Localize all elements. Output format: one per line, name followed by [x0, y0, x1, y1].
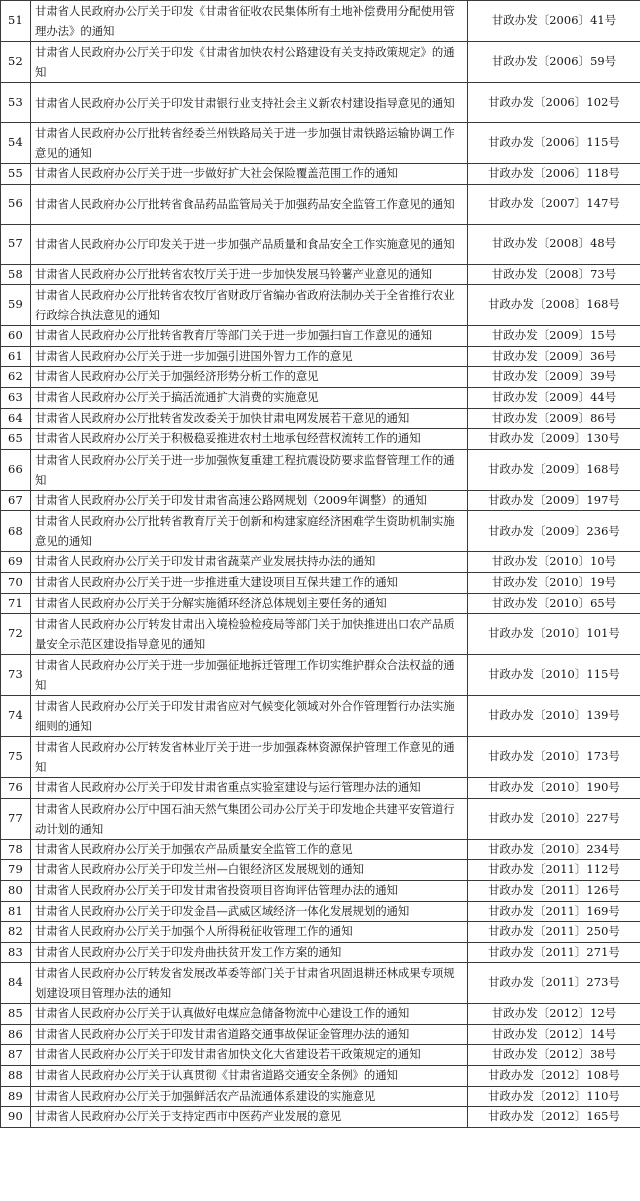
document-number-cell: 甘政办发〔2006〕41号 — [468, 1, 640, 42]
document-number-cell: 甘政办发〔2008〕73号 — [468, 264, 640, 285]
table-row — [1, 942, 640, 963]
document-title-cell: 甘肃省人民政府办公厅关于进一步加强征地拆迁管理工作切实维护群众合法权益的通知 — [31, 655, 468, 696]
table-row — [1, 367, 640, 388]
document-number-cell: 甘政办发〔2006〕59号 — [468, 42, 640, 83]
table-row — [1, 901, 640, 922]
table-row — [1, 614, 640, 655]
row-index-cell: 73 — [1, 655, 31, 696]
document-number-cell: 甘政办发〔2011〕271号 — [468, 942, 640, 963]
document-number-cell: 甘政办发〔2012〕165号 — [468, 1107, 640, 1128]
document-title-cell: 甘肃省人民政府办公厅关于进一步加强引进国外智力工作的意见 — [31, 346, 468, 367]
table-row — [1, 1086, 640, 1107]
table-row — [1, 490, 640, 511]
document-title-cell: 甘肃省人民政府办公厅关于印发甘肃省应对气候变化领域对外合作管理暂行办法实施细则的通知 — [31, 696, 468, 737]
table-row — [1, 572, 640, 593]
row-index-cell: 55 — [1, 164, 31, 185]
document-title-cell: 甘肃省人民政府办公厅关于加强鲜活农产品流通体系建设的实施意见 — [31, 1086, 468, 1107]
document-title-cell: 甘肃省人民政府办公厅关于印发金昌—武威区域经济一体化发展规划的通知 — [31, 901, 468, 922]
document-number-cell: 甘政办发〔2008〕48号 — [468, 224, 640, 264]
table-row — [1, 224, 640, 264]
row-index-cell: 74 — [1, 696, 31, 737]
document-number-cell: 甘政办发〔2012〕12号 — [468, 1004, 640, 1025]
row-index-cell: 66 — [1, 449, 31, 490]
document-title-cell: 甘肃省人民政府办公厅关于印发甘肃省蔬菜产业发展扶持办法的通知 — [31, 552, 468, 573]
document-number-cell: 甘政办发〔2010〕227号 — [468, 798, 640, 839]
document-number-cell: 甘政办发〔2012〕38号 — [468, 1045, 640, 1066]
document-title-cell: 甘肃省人民政府办公厅关于进一步推进重大建设项目互保共建工作的通知 — [31, 572, 468, 593]
document-title-cell: 甘肃省人民政府办公厅中国石油天然气集团公司办公厅关于印发地企共建平安管道行动计划的通知 — [31, 798, 468, 839]
row-index-cell: 82 — [1, 922, 31, 943]
document-number-cell: 甘政办发〔2011〕112号 — [468, 860, 640, 881]
document-title-cell: 甘肃省人民政府办公厅批转省农牧厅关于进一步加快发展马铃薯产业意见的通知 — [31, 264, 468, 285]
document-title-cell: 甘肃省人民政府办公厅关于进一步加强恢复重建工程抗震设防要求监督管理工作的通知 — [31, 449, 468, 490]
document-title-cell: 甘肃省人民政府办公厅关于分解实施循环经济总体规划主要任务的通知 — [31, 593, 468, 614]
document-title-cell: 甘肃省人民政府办公厅关于加强个人所得税征收管理工作的通知 — [31, 922, 468, 943]
document-title-cell: 甘肃省人民政府办公厅关于支持定西市中医药产业发展的意见 — [31, 1107, 468, 1128]
table-row — [1, 1, 640, 42]
table-row — [1, 123, 640, 164]
row-index-cell: 81 — [1, 901, 31, 922]
document-number-cell: 甘政办发〔2011〕126号 — [468, 880, 640, 901]
table-row — [1, 922, 640, 943]
table-row — [1, 326, 640, 347]
document-number-cell: 甘政办发〔2010〕19号 — [468, 572, 640, 593]
row-index-cell: 78 — [1, 839, 31, 860]
table-row — [1, 593, 640, 614]
document-title-cell: 甘肃省人民政府办公厅印发关于进一步加强产品质量和食品安全工作实施意见的通知 — [31, 224, 468, 264]
document-number-cell: 甘政办发〔2009〕197号 — [468, 490, 640, 511]
table-row — [1, 1045, 640, 1066]
row-index-cell: 88 — [1, 1066, 31, 1087]
row-index-cell: 61 — [1, 346, 31, 367]
row-index-cell: 67 — [1, 490, 31, 511]
document-title-cell: 甘肃省人民政府办公厅关于印发兰州—白银经济区发展规划的通知 — [31, 860, 468, 881]
document-number-cell: 甘政办发〔2007〕147号 — [468, 184, 640, 224]
row-index-cell: 84 — [1, 963, 31, 1004]
document-title-cell: 甘肃省人民政府办公厅关于印发甘肃省投资项目咨询评估管理办法的通知 — [31, 880, 468, 901]
table-row — [1, 839, 640, 860]
document-number-cell: 甘政办发〔2006〕102号 — [468, 83, 640, 123]
row-index-cell: 53 — [1, 83, 31, 123]
row-index-cell: 63 — [1, 387, 31, 408]
table-row — [1, 1107, 640, 1128]
document-title-cell: 甘肃省人民政府办公厅关于印发甘肃省高速公路网规划（2009年调整）的通知 — [31, 490, 468, 511]
table-body — [1, 1, 640, 1128]
document-number-cell: 甘政办发〔2012〕110号 — [468, 1086, 640, 1107]
table-row — [1, 778, 640, 799]
table-row — [1, 346, 640, 367]
document-number-cell: 甘政办发〔2006〕118号 — [468, 164, 640, 185]
row-index-cell: 70 — [1, 572, 31, 593]
row-index-cell: 52 — [1, 42, 31, 83]
table-row — [1, 696, 640, 737]
row-index-cell: 86 — [1, 1024, 31, 1045]
document-title-cell: 甘肃省人民政府办公厅关于印发甘肃省重点实验室建设与运行管理办法的通知 — [31, 778, 468, 799]
table-row — [1, 511, 640, 552]
document-number-cell: 甘政办发〔2006〕115号 — [468, 123, 640, 164]
document-number-cell: 甘政办发〔2009〕86号 — [468, 408, 640, 429]
row-index-cell: 90 — [1, 1107, 31, 1128]
document-number-cell: 甘政办发〔2009〕39号 — [468, 367, 640, 388]
document-number-cell: 甘政办发〔2009〕130号 — [468, 429, 640, 450]
document-title-cell: 甘肃省人民政府办公厅转发甘肃出入境检验检疫局等部门关于加快推进出口农产品质量安全示范区建设指导意见的通知 — [31, 614, 468, 655]
document-number-cell: 甘政办发〔2010〕101号 — [468, 614, 640, 655]
document-title-cell: 甘肃省人民政府办公厅关于认真贯彻《甘肃省道路交通安全条例》的通知 — [31, 1066, 468, 1087]
row-index-cell: 89 — [1, 1086, 31, 1107]
document-title-cell: 甘肃省人民政府办公厅关于搞活流通扩大消费的实施意见 — [31, 387, 468, 408]
row-index-cell: 83 — [1, 942, 31, 963]
table-row — [1, 963, 640, 1004]
table-row — [1, 798, 640, 839]
table-row — [1, 880, 640, 901]
table-row — [1, 449, 640, 490]
document-title-cell: 甘肃省人民政府办公厅批转省教育厅等部门关于进一步加强扫盲工作意见的通知 — [31, 326, 468, 347]
table-row — [1, 164, 640, 185]
table-row — [1, 184, 640, 224]
document-number-cell: 甘政办发〔2010〕139号 — [468, 696, 640, 737]
document-number-cell: 甘政办发〔2010〕115号 — [468, 655, 640, 696]
document-title-cell: 甘肃省人民政府办公厅关于印发甘肃银行业支持社会主义新农村建设指导意见的通知 — [31, 83, 468, 123]
row-index-cell: 62 — [1, 367, 31, 388]
document-title-cell: 甘肃省人民政府办公厅关于加强农产品质量安全监管工作的意见 — [31, 839, 468, 860]
table-row — [1, 264, 640, 285]
table-row — [1, 1024, 640, 1045]
document-number-cell: 甘政办发〔2009〕44号 — [468, 387, 640, 408]
document-title-cell: 甘肃省人民政府办公厅关于加强经济形势分析工作的意见 — [31, 367, 468, 388]
table-row — [1, 1066, 640, 1087]
document-number-cell: 甘政办发〔2009〕36号 — [468, 346, 640, 367]
document-number-cell: 甘政办发〔2009〕15号 — [468, 326, 640, 347]
document-title-cell: 甘肃省人民政府办公厅关于印发《甘肃省征收农民集体所有土地补偿费用分配使用管理办法》的通知 — [31, 1, 468, 42]
document-number-cell: 甘政办发〔2012〕14号 — [468, 1024, 640, 1045]
document-title-cell: 甘肃省人民政府办公厅批转省发改委关于加快甘肃电网发展若干意见的通知 — [31, 408, 468, 429]
row-index-cell: 60 — [1, 326, 31, 347]
row-index-cell: 58 — [1, 264, 31, 285]
document-title-cell: 甘肃省人民政府办公厅关于印发舟曲扶贫开发工作方案的通知 — [31, 942, 468, 963]
document-number-cell: 甘政办发〔2009〕168号 — [468, 449, 640, 490]
table-row — [1, 1004, 640, 1025]
row-index-cell: 71 — [1, 593, 31, 614]
row-index-cell: 51 — [1, 1, 31, 42]
table-row — [1, 860, 640, 881]
row-index-cell: 59 — [1, 285, 31, 326]
document-number-cell: 甘政办发〔2010〕234号 — [468, 839, 640, 860]
document-number-cell: 甘政办发〔2009〕236号 — [468, 511, 640, 552]
document-number-cell: 甘政办发〔2011〕273号 — [468, 963, 640, 1004]
document-title-cell: 甘肃省人民政府办公厅转发省发展改革委等部门关于甘肃省巩固退耕还林成果专项规划建设项目管理办法的通知 — [31, 963, 468, 1004]
document-title-cell: 甘肃省人民政府办公厅批转省教育厅关于创新和构建家庭经济困难学生资助机制实施意见的通知 — [31, 511, 468, 552]
row-index-cell: 69 — [1, 552, 31, 573]
document-number-cell: 甘政办发〔2012〕108号 — [468, 1066, 640, 1087]
table-row — [1, 42, 640, 83]
document-title-cell: 甘肃省人民政府办公厅批转省农牧厅省财政厅省编办省政府法制办关于全省推行农业行政综合执法意见的通知 — [31, 285, 468, 326]
document-number-cell: 甘政办发〔2010〕190号 — [468, 778, 640, 799]
document-title-cell: 甘肃省人民政府办公厅关于印发甘肃省道路交通事故保证金管理办法的通知 — [31, 1024, 468, 1045]
document-title-cell: 甘肃省人民政府办公厅批转省经委兰州铁路局关于进一步加强甘肃铁路运输协调工作意见的通知 — [31, 123, 468, 164]
document-title-cell: 甘肃省人民政府办公厅关于印发甘肃省加快文化大省建设若干政策规定的通知 — [31, 1045, 468, 1066]
row-index-cell: 56 — [1, 184, 31, 224]
document-title-cell: 甘肃省人民政府办公厅批转省食品药品监管局关于加强药品安全监管工作意见的通知 — [31, 184, 468, 224]
row-index-cell: 54 — [1, 123, 31, 164]
row-index-cell: 79 — [1, 860, 31, 881]
table-row — [1, 387, 640, 408]
document-number-cell: 甘政办发〔2010〕173号 — [468, 737, 640, 778]
row-index-cell: 76 — [1, 778, 31, 799]
document-number-cell: 甘政办发〔2011〕250号 — [468, 922, 640, 943]
document-number-cell: 甘政办发〔2010〕65号 — [468, 593, 640, 614]
table-row — [1, 655, 640, 696]
document-title-cell: 甘肃省人民政府办公厅关于印发《甘肃省加快农村公路建设有关支持政策规定》的通知 — [31, 42, 468, 83]
row-index-cell: 85 — [1, 1004, 31, 1025]
table-row — [1, 285, 640, 326]
document-number-cell: 甘政办发〔2008〕168号 — [468, 285, 640, 326]
row-index-cell: 65 — [1, 429, 31, 450]
row-index-cell: 68 — [1, 511, 31, 552]
row-index-cell: 64 — [1, 408, 31, 429]
document-title-cell: 甘肃省人民政府办公厅关于积极稳妥推进农村土地承包经营权流转工作的通知 — [31, 429, 468, 450]
row-index-cell: 57 — [1, 224, 31, 264]
row-index-cell: 87 — [1, 1045, 31, 1066]
document-number-cell: 甘政办发〔2011〕169号 — [468, 901, 640, 922]
document-title-cell: 甘肃省人民政府办公厅关于进一步做好扩大社会保险覆盖范围工作的通知 — [31, 164, 468, 185]
table-row — [1, 552, 640, 573]
document-title-cell: 甘肃省人民政府办公厅转发省林业厅关于进一步加强森林资源保护管理工作意见的通知 — [31, 737, 468, 778]
document-title-cell: 甘肃省人民政府办公厅关于认真做好电煤应急储备物流中心建设工作的通知 — [31, 1004, 468, 1025]
table-row — [1, 737, 640, 778]
row-index-cell: 77 — [1, 798, 31, 839]
row-index-cell: 75 — [1, 737, 31, 778]
row-index-cell: 72 — [1, 614, 31, 655]
document-number-cell: 甘政办发〔2010〕10号 — [468, 552, 640, 573]
table-row — [1, 429, 640, 450]
table-row — [1, 83, 640, 123]
table-row — [1, 408, 640, 429]
row-index-cell: 80 — [1, 880, 31, 901]
